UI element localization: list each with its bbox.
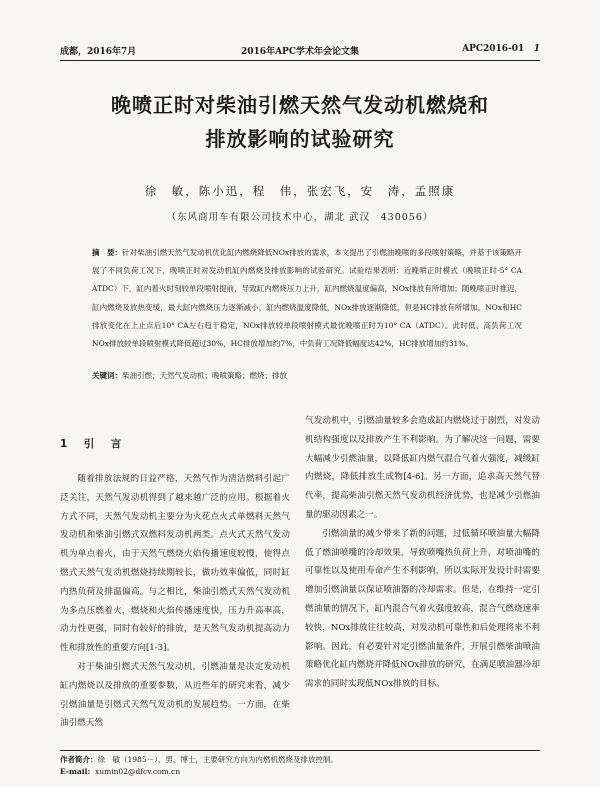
footnote-email-label: E-mail: [60,767,91,776]
header-paper-code: APC2016-01 [462,44,525,54]
footnote-author [60,754,540,766]
abstract-label: 摘 要： [92,248,123,257]
paragraph: 气发动机中，引燃油量较多会造成缸内燃烧过于剧烈，对发动机结构强度以及排放产生不利影响。为了解决这一问题，需要大幅减少引燃油量，以降低缸内燃气混合气着火强度，减缓缸内燃烧，降低排放生成物[4-6]。另一方面，追求高天然气替代率，提高柴油引燃天然气发动机经济优势，也是减少引燃油量的驱动因素之一。 [305,416,540,520]
running-header [60,44,540,61]
affiliation: （东风商用车有限公司技术中心，湖北 武汉 430056） [166,212,434,223]
left-column [60,470,290,733]
paper-title [0,88,600,156]
header-proceedings: 2016年APC学术年会论文集 [241,47,359,57]
author-list: 徐 敏，陈小迅，程 伟，张宏飞，安 涛，孟照康 [144,184,456,198]
title-line-2: 排放影响的试验研究 [205,127,395,151]
email-address: xumin02@dfcv.com.cn [95,767,181,776]
title-line-1: 晚喷正时对柴油引燃天然气发动机燃烧和 [111,93,489,117]
paragraph: 随着排放法规的日益严格，天然气作为清洁燃料引起广泛关注，天然气发动机得到了越来越广泛的应用。根据着火方式不同，天然气发动机主要分为火花点火式单燃料天然气发动机和柴油引燃式双燃料发动机两类。点火式天然气发动机为单点着火，由于天然气燃烧火焰传播速度较慢，使得点燃式天然气发动机燃烧持续期较长，做功效率偏低，同时缸内热负荷及排温偏高。与之相比，柴油引燃式天然气发动机为多点压燃着火，燃烧和火焰传播速度快，压力升高率高，动力性更强，同时有较好的排放，是天然气发动机提高动力性和排放性的重要方向[1-3]。 [60,474,290,654]
paragraph: 引燃油量的减少带来了新的问题，过低循环喷油量大幅降低了燃油喷嘴的冷却效果，导致喷嘴热负荷上升，对喷油嘴的可靠性以及使用寿命产生不利影响，所以实际开发设计时需要增加引燃油量以保证喷油器的冷却需求。但是，在维持一定引燃油量的情况下，缸内混合气着火强度较高，混合气燃烧速率较快，NOx排放往往较高，对发动机可靠性和后处理将来不利影响。因此，有必要针对定引燃油量条件，开展引燃柴油喷油策略优化缸内燃烧并降低NOx排放的研究，在满足喷油器冷却需求的同时实现低NOx排放的目标。 [305,528,540,690]
footnote-author-label: 作者简介： [60,755,98,764]
keywords [92,370,522,382]
abstract-text: 针对柴油引燃天然气发动机优化缸内燃烧降低NOx排放的需求，本文提出了引燃油晚喷的多段喷射策略，并基于该策略开展了不同负荷工况下，晚喷正时对发动机缸内燃烧及排放影响的试验研究。试验结果表明：近晚喷正时模式（晚喷正时-5° CA ATDC）下，缸内着火时刻较单段喷射提前，导致缸内燃烧压力上升，缸内燃烧温度偏高，NOx排放有所增加；随晚喷正时推迟，缸内燃烧及放热变缓，最大缸内燃烧压力逐渐减小，缸内燃烧温度降低，NOx排放逐渐降低，但是HC排放有所增加。NOx和HC排放变化在上止点后10° CA左右趋于稳定，NOx排放较单段喷射模式最优晚喷正时为10° CA（ATDC）。此时低、高负荷工况NOx排放较单段喷射模式降低超过30%，HC排放增加约7%，中负荷工况降低幅度达42%，HC排放增加约31%。 [92,248,522,349]
right-column [305,412,540,694]
paragraph: 对于柴油引燃式天然气发动机，引燃油量是决定发动机缸内燃烧以及排放的重要参数，从近些年的研究来看，减少引燃油量是引燃式天然气发动机的发展趋势。一方面，在柴油引燃天然 [60,661,290,729]
abstract [92,244,522,353]
footnote-author-text: 徐 敏（1985－），男，博士，主要研究方向为内燃机燃烧及排放控制。 [97,755,338,764]
page-number: 1 [533,44,540,54]
author-footnote [60,750,540,778]
keywords-text: 柴油引燃；天然气发动机；晚喷策略；燃烧；排放 [122,371,287,380]
footnote-email [60,766,540,778]
header-location-date: 成都，2016年7月 [60,47,137,57]
header-paper-id [462,44,540,54]
keywords-label: 关键词： [92,371,122,380]
section-heading-introduction: 1 引 言 [60,438,125,450]
